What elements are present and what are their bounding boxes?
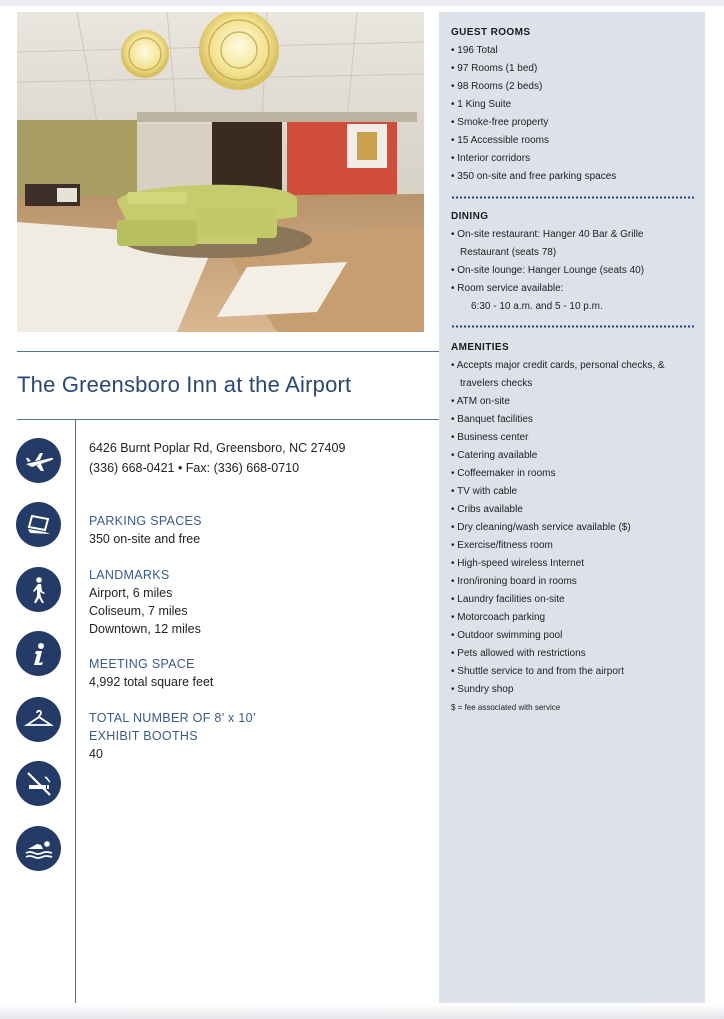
walking-person-icon — [16, 567, 61, 612]
list-item: • Iron/ironing board in rooms — [451, 576, 577, 587]
info-icon — [16, 631, 61, 676]
list-item: Restaurant (seats 78) — [460, 247, 557, 258]
list-item: • Motorcoach parking — [451, 612, 546, 623]
amenities-section — [451, 339, 701, 717]
dotted-divider — [451, 325, 694, 328]
vertical-rule — [75, 420, 76, 1019]
booths-value: 40 — [89, 747, 103, 761]
list-item: • 196 Total — [451, 45, 498, 56]
parking-heading: PARKING SPACES — [89, 514, 202, 528]
bottom-edge — [0, 1003, 724, 1019]
airplane-icon — [16, 438, 61, 483]
list-item: • Catering available — [451, 450, 538, 461]
landmark-item: Airport, 6 miles — [89, 586, 173, 600]
address-text: 6426 Burnt Poplar Rd, Greensboro, NC 27409 — [89, 441, 346, 455]
dining-heading: DINING — [451, 211, 489, 222]
landmarks-heading: LANDMARKS — [89, 568, 170, 582]
guest-rooms-section — [451, 24, 701, 186]
landmark-item: Coliseum, 7 miles — [89, 604, 188, 618]
phone-fax-text: (336) 668-0421 • Fax: (336) 668-0710 — [89, 461, 300, 475]
list-item: • Exercise/fitness room — [451, 540, 553, 551]
list-item: • 97 Rooms (1 bed) — [451, 63, 538, 74]
dining-section — [451, 208, 701, 316]
list-item: • Pets allowed with restrictions — [451, 648, 586, 659]
landmarks-block — [89, 566, 201, 638]
list-item: • 1 King Suite — [451, 99, 512, 110]
list-item: • Coffeemaker in rooms — [451, 468, 556, 479]
list-item: • Accepts major credit cards, personal checks, & — [451, 360, 665, 371]
list-item: • 98 Rooms (2 beds) — [451, 81, 543, 92]
list-item: • Business center — [451, 432, 529, 443]
list-item: • On-site lounge: Hanger Lounge (seats 40) — [451, 265, 645, 276]
guest-rooms-heading: GUEST ROOMS — [451, 27, 531, 38]
list-item: • Smoke-free property — [451, 117, 549, 128]
list-item: • Room service available: — [451, 283, 564, 294]
list-item: • ATM on-site — [451, 396, 510, 407]
details-panel — [439, 12, 705, 1003]
hanger-icon — [16, 697, 61, 742]
fee-note: $ = fee associated with service — [451, 703, 561, 712]
list-item: • Sundry shop — [451, 684, 514, 695]
list-item: • 15 Accessible rooms — [451, 135, 549, 146]
lobby-photo — [17, 12, 424, 332]
booths-heading-line1: TOTAL NUMBER OF 8’ x 10’ — [89, 711, 256, 725]
landmark-item: Downtown, 12 miles — [89, 622, 201, 636]
laptop-icon — [16, 502, 61, 547]
list-item: • TV with cable — [451, 486, 518, 497]
list-item: • 350 on-site and free parking spaces — [451, 171, 617, 182]
list-item: • Outdoor swimming pool — [451, 630, 563, 641]
meeting-heading: MEETING SPACE — [89, 657, 195, 671]
no-smoking-icon — [16, 761, 61, 806]
list-item: • Cribs available — [451, 504, 523, 515]
dotted-divider — [451, 196, 694, 199]
meeting-value: 4,992 total square feet — [89, 675, 214, 689]
list-item: • Banquet facilities — [451, 414, 533, 425]
list-item: • Dry cleaning/wash service available ($) — [451, 522, 631, 533]
list-item: 6:30 - 10 a.m. and 5 - 10 p.m. — [471, 301, 603, 312]
title-rule — [17, 419, 439, 420]
list-item: • Laundry facilities on-site — [451, 594, 565, 605]
list-item: travelers checks — [460, 378, 533, 389]
top-rule — [17, 351, 439, 352]
booths-heading-line2: EXHIBIT BOOTHS — [89, 729, 198, 743]
top-edge — [0, 0, 724, 6]
amenities-heading: AMENITIES — [451, 342, 510, 353]
list-item: • High-speed wireless Internet — [451, 558, 585, 569]
contact-block — [89, 439, 345, 477]
list-item: • Interior corridors — [451, 153, 531, 164]
list-item: • On-site restaurant: Hanger 40 Bar & Grille — [451, 229, 644, 240]
swimming-icon — [16, 826, 61, 871]
parking-value: 350 on-site and free — [89, 532, 201, 546]
booths-block — [89, 709, 256, 763]
parking-block — [89, 512, 202, 548]
meeting-block — [89, 655, 213, 691]
page-title: The Greensboro Inn at the Airport — [17, 372, 352, 397]
list-item: • Shuttle service to and from the airport — [451, 666, 625, 677]
